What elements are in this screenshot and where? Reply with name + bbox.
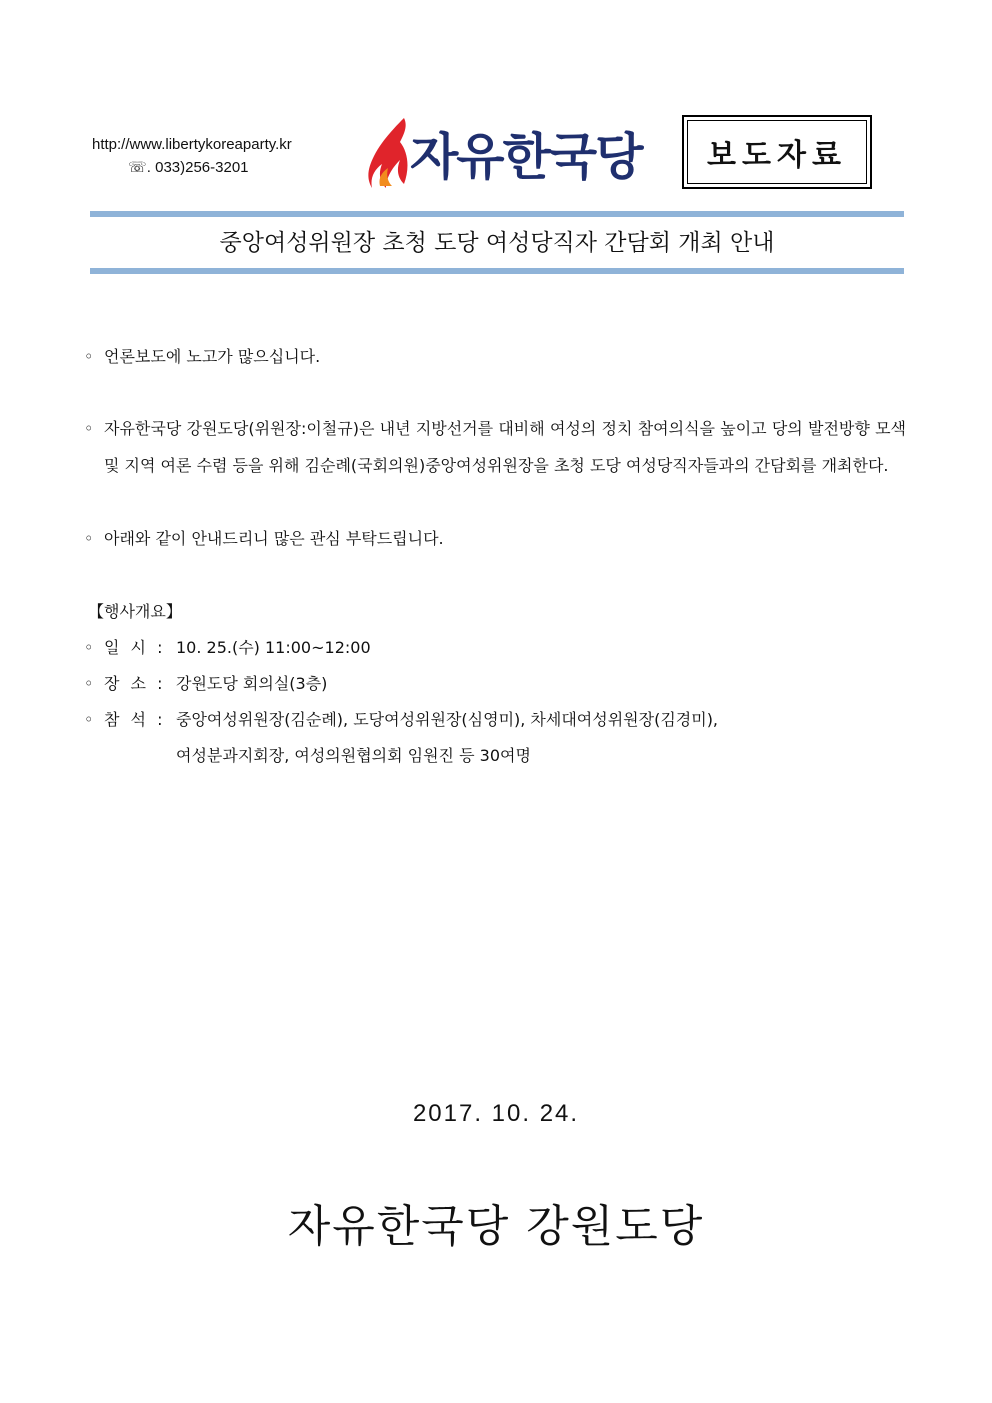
- paragraph-main: [84, 410, 906, 484]
- bullet: ◦: [84, 710, 94, 729]
- press-release-badge: [682, 115, 872, 189]
- organization-name: 자유한국당 강원도당: [287, 1201, 705, 1252]
- event-date-label: 일 시 :: [104, 638, 166, 657]
- logo-wordmark: 자유한국당: [410, 128, 642, 186]
- contact-info: [92, 133, 292, 179]
- phone-line: [92, 156, 292, 179]
- bullet: ◦: [84, 674, 94, 693]
- headline-rule-bottom: [90, 268, 904, 274]
- party-logo: [360, 116, 642, 198]
- bullet: ◦: [84, 347, 94, 366]
- event-attendees-line1: 중앙여성위원장(김순례), 도당여성위원장(심영미), 차세대여성위원장(김경미),: [176, 710, 719, 729]
- event-date-row: [84, 630, 906, 666]
- event-place-label: 장 소 :: [104, 674, 166, 693]
- event-place-value: 강원도당 회의실(3층): [176, 674, 328, 693]
- event-attendees-label: 참 석 :: [104, 710, 166, 729]
- bullet: ◦: [84, 419, 94, 438]
- paragraph-greeting: [84, 338, 906, 375]
- press-release-label: 보도자료: [687, 120, 867, 184]
- bullet: ◦: [84, 529, 94, 548]
- website-url[interactable]: http://www.libertykoreaparty.kr: [92, 136, 292, 153]
- paragraph-text: 자유한국당 강원도당(위원장:이철규)은 내년 지방선거를 대비해 여성의 정치 참여의식을 높이고 당의 발전방향 모색 및 지역 여론 수렴 등을 위해 김순례(국회의원)중앙여성위원장을 초청 도당 여성당직자들과의 간담회를 개최한다.: [104, 419, 906, 475]
- headline-rule-top: [90, 211, 904, 217]
- paragraph-text: 언론보도에 노고가 많으십니다.: [104, 347, 321, 366]
- phone-number: . 033)256-3201: [146, 159, 249, 176]
- bullet: ◦: [84, 638, 94, 657]
- event-attendees-line2: 여성분과지회장, 여성의원협의회 임원진 등 30여명: [176, 746, 531, 765]
- body-text: [84, 338, 906, 774]
- paragraph-text: 아래와 같이 안내드리니 많은 관심 부탁드립니다.: [104, 529, 444, 548]
- paragraph-request: [84, 520, 906, 557]
- event-attendees-row: [84, 702, 906, 774]
- headline: 중앙여성위원장 초청 도당 여성당직자 간담회 개최 안내: [219, 230, 775, 256]
- release-date: 2017. 10. 24.: [412, 1100, 580, 1127]
- event-overview-title: 【행사개요】: [88, 602, 182, 621]
- phone-icon: ☏: [128, 159, 147, 176]
- event-place-row: [84, 666, 906, 702]
- event-date-value: 10. 25.(수) 11:00~12:00: [176, 638, 371, 657]
